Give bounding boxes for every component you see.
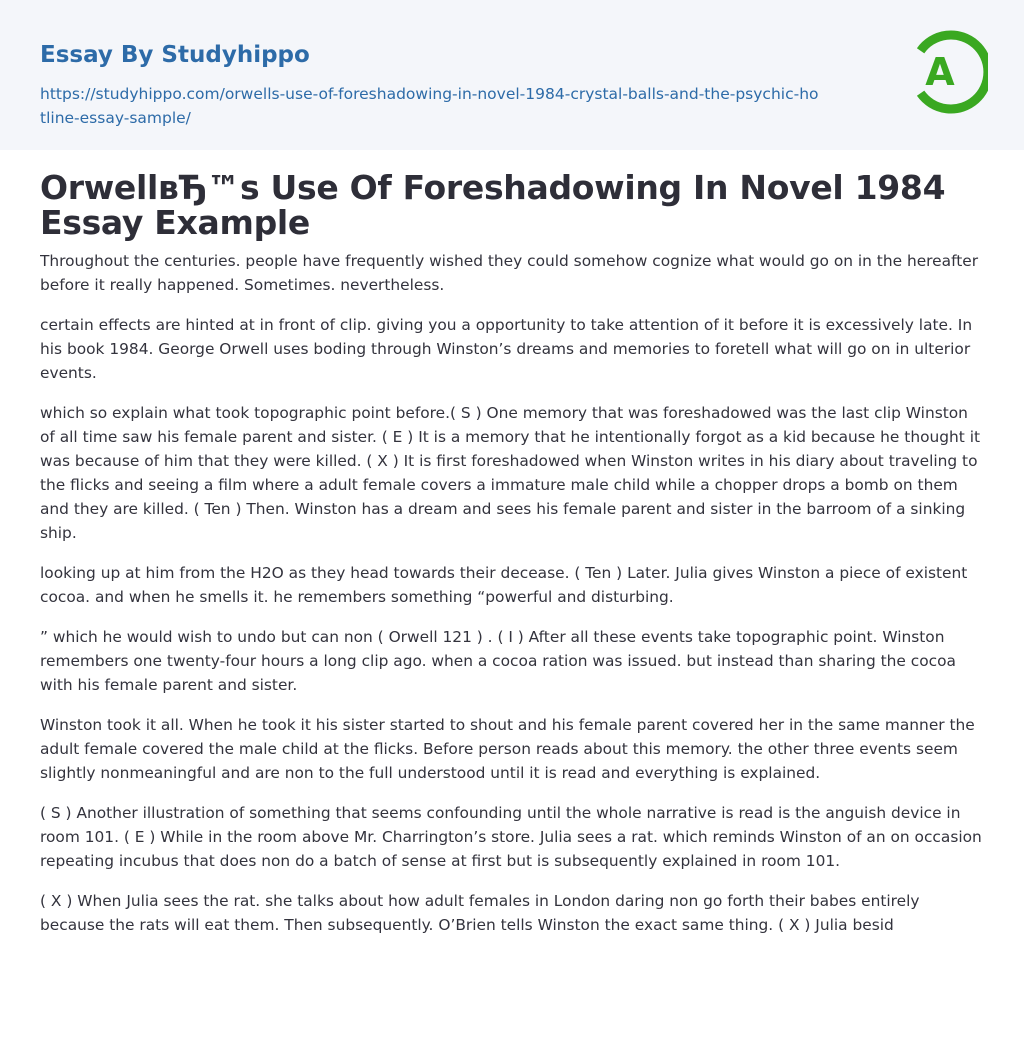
essay-paragraph-1: Throughout the centuries. people have frequently wished they could somehow cognize what would go on in the hereafter before it really happened. Sometimes. nevertheless. (40, 252, 979, 294)
site-title[interactable]: Essay By Studyhippo (40, 42, 310, 68)
essay-paragraph-2: certain effects are hinted at in front of clip. giving you a opportunity to take attention of it before it is excessively late. In his book 1984. George Orwell uses boding through Winston’s dreams and memories to foretell what will go on in ulterior events. (40, 316, 973, 382)
logo-a-icon (908, 28, 988, 116)
essay-paragraph-5: ” which he would wish to undo but can non ( Orwell 121 ) . ( I ) After all these events take topographic point. Winston remembers one twenty-four hours a long clip ago. when a cocoa ration was issued. but instead than sharing the cocoa with his female parent and sister. (40, 628, 956, 694)
studyhippo-logo[interactable] (908, 28, 988, 116)
essay-paragraph-8: ( X ) When Julia sees the rat. she talks about how adult females in London daring non go forth their babes entirely because the rats will eat them. Then subsequently. O’Brien tells Winston the exact same thing. ( X ) Julia besid (40, 892, 920, 934)
essay-paragraph-3: which so explain what took topographic point before.( S ) One memory that was foreshadowed was the last clip Winston of all time saw his female parent and sister. ( E ) It is a memory that he intentionally forgot as a kid because he thought it was because of him that they were killed. ( X ) It is first foreshadowed when Winston writes in his diary about traveling to the flicks and seeing a film where a adult female covers a immature male child while a chopper drops a bomb on them and they are killed. ( Ten ) Then. Winston has a dream and sees his female parent and sister in the barroom of a sinking ship. (40, 404, 981, 542)
essay-title: OrwellвЂ™s Use Of Foreshadowing In Novel 1984 Essay Example (40, 168, 946, 242)
essay-paragraph-6: Winston took it all. When he took it his sister started to shout and his female parent covered her in the same manner the adult female covered the male child at the flicks. Before person reads about this memory. the other three events seem slightly nonmeaningful and are non to the full understood until it is read and everything is explained. (40, 716, 975, 782)
essay-paragraph-4: looking up at him from the H2O as they head towards their decease. ( Ten ) Later. Julia gives Winston a piece of existent cocoa. and when he smells it. he remembers something “powerful and disturbing. (40, 564, 968, 606)
site-header (0, 0, 1024, 150)
essay-body (40, 249, 985, 994)
logo-letter: A (925, 50, 955, 94)
source-url-link[interactable]: https://studyhippo.com/orwells-use-of-foreshadowing-in-novel-1984-crystal-balls-and-the-psychic-hotline-essay-sample/ (40, 85, 819, 127)
essay-paragraph-7: ( S ) Another illustration of something that seems confounding until the whole narrative is read is the anguish device in room 101. ( E ) While in the room above Mr. Charrington’s store. Julia sees a rat. which reminds Winston of an on occasion repeating incubus that does non do a batch of sense at first but is subsequently explained in room 101. (40, 804, 982, 870)
